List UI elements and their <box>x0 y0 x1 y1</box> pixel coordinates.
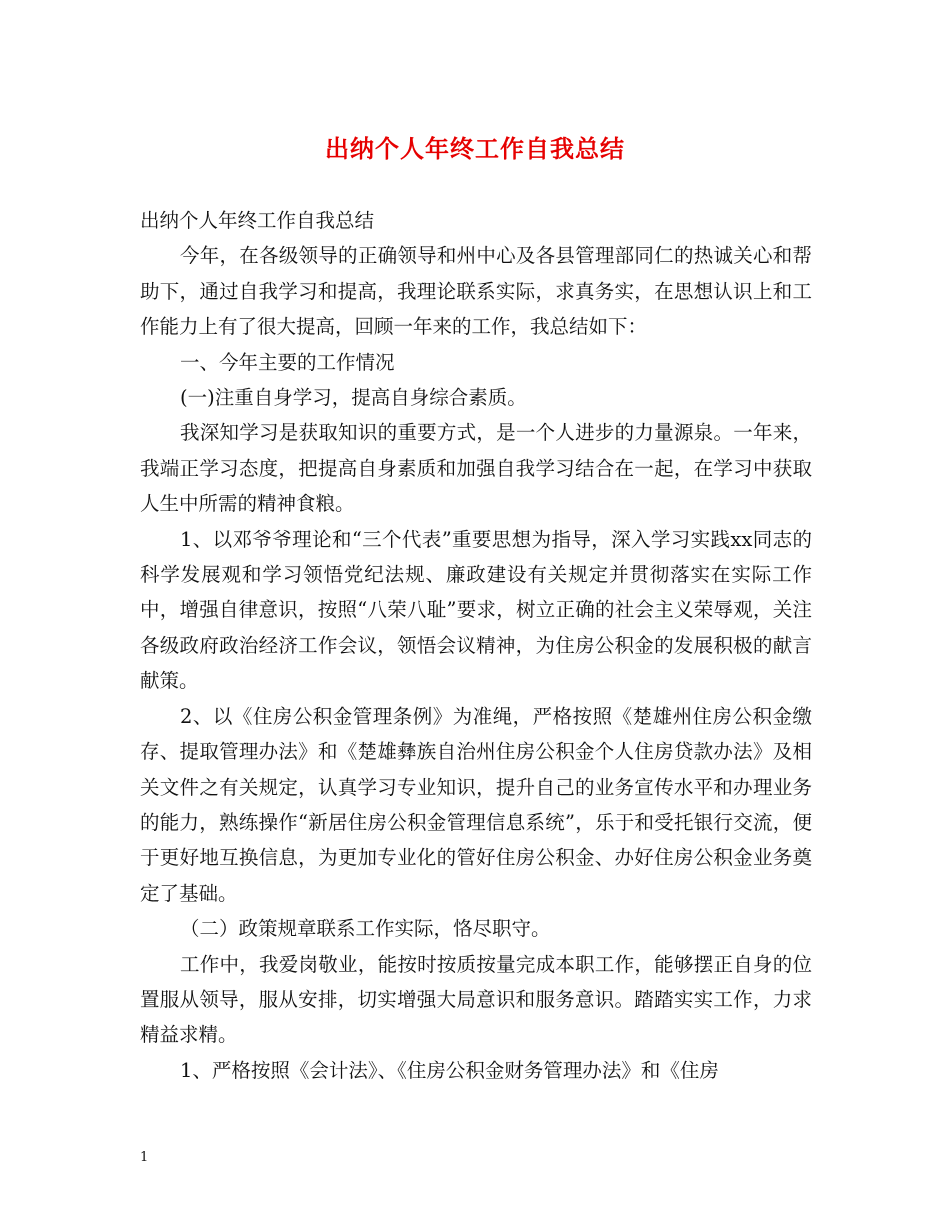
subsection-heading: (一)注重自身学习，提高自身综合素质。 <box>180 386 527 410</box>
paragraph: 1、以邓爷爷理论和“三个代表”重要思想为指导，深入学习实践xx同志的科学发展观和学习领悟党纪法规、廉政建设有关规定并贯彻落实在实际工作中，增强自律意识，按照“八荣八耻”要求，树立正确的社会主义荣辱观，关注各级政府政治经济工作会议，领悟会议精神，为住房公积金的发展积极的献言献策。 <box>140 527 812 693</box>
document-title: 出纳个人年终工作自我总结 <box>325 134 625 163</box>
paragraph: 2、以《住房公积金管理条例》为准绳，严格按照《楚雄州住房公积金缴存、提取管理办法》和《楚雄彝族自治州住房公积金个人住房贷款办法》及相关文件之有关规定，认真学习专业知识，提升自己的业务宣传水平和办理业务的能力，熟练操作“新居住房公积金管理信息系统”，乐于和受托银行交流，便于更好地互换信息，为更加专业化的管好住房公积金、办好住房公积金业务奠定了基础。 <box>140 704 812 905</box>
page-number: 1 <box>140 1150 149 1165</box>
paragraph-heading: 出纳个人年终工作自我总结 <box>140 209 375 232</box>
paragraph: 工作中，我爱岗敬业，能按时按质按量完成本职工作，能够摆正自身的位置服从领导，服从安排，切实增强大局意识和服务意识。踏踏实实工作，力求精益求精。 <box>140 952 812 1047</box>
paragraph-intro: 今年，在各级领导的正确领导和州中心及各县管理部同仁的热诚关心和帮助下，通过自我学习和提高，我理论联系实际，求真务实，在思想认识上和工作能力上有了很大提高，回顾一年来的工作，我总结如下： <box>140 244 812 339</box>
paragraph: 我深知学习是获取知识的重要方式，是一个人进步的力量源泉。一年来，我端正学习态度，把提高自身素质和加强自我学习结合在一起，在学习中获取人生中所需的精神食粮。 <box>140 421 812 516</box>
subsection-heading: （二）政策规章联系工作实际，恪尽职守。 <box>180 917 551 941</box>
paragraph: 1、严格按照《会计法》、《住房公积金财务管理办法》和《住房 <box>180 1058 719 1082</box>
section-heading: 一、今年主要的工作情况 <box>180 350 395 374</box>
document-body <box>140 203 812 1088</box>
